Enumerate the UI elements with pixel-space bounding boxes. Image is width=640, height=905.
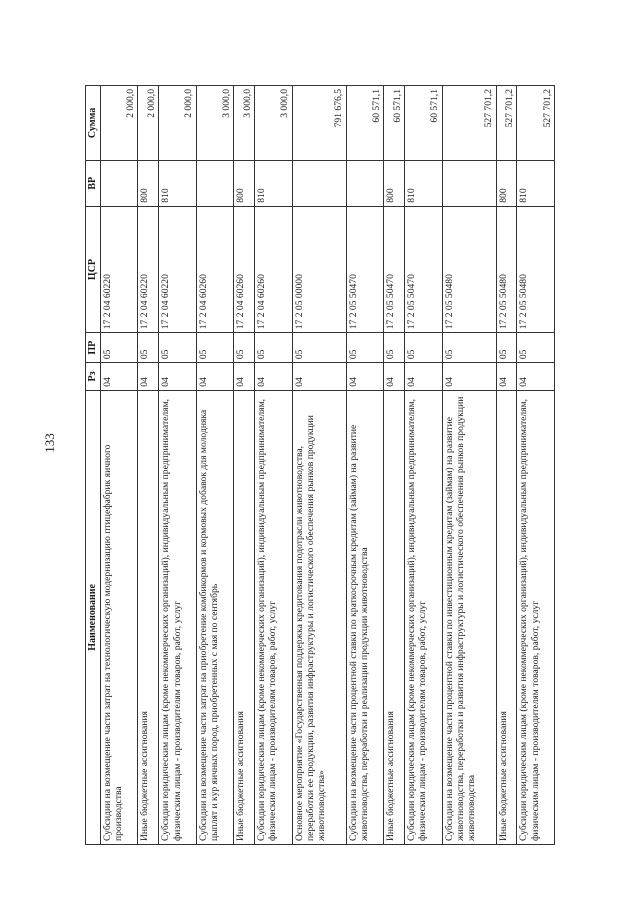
cell-csr: 17 2 04 60260 <box>255 206 292 333</box>
cell-vr: 810 <box>255 160 292 206</box>
cell-rz: 04 <box>234 363 255 391</box>
cell-pr: 05 <box>442 333 496 363</box>
cell-rz: 04 <box>100 363 137 391</box>
cell-sum: 527 701,2 <box>517 86 555 161</box>
table-row <box>405 86 442 845</box>
cell-rz: 04 <box>496 363 517 391</box>
budget-table <box>85 85 555 845</box>
cell-name: Субсидии на возмещение части процентной ставки по краткосрочным кредитам (займам) на развитие животноводства, переработки и реализации продукции животноводства <box>346 390 383 844</box>
header-rz: Рз <box>86 363 101 391</box>
header-csr: ЦСР <box>86 206 101 333</box>
cell-vr <box>346 160 383 206</box>
cell-name: Субсидии на возмещение части процентной ставки по инвестиционным кредитам (займам) на развитие животноводства, переработки и развития инфраструктуры и логистического обеспечения рынков продукции животноводства <box>442 390 496 844</box>
cell-rz: 04 <box>159 363 196 391</box>
cell-pr: 05 <box>405 333 442 363</box>
cell-csr: 17 2 05 50480 <box>517 206 555 333</box>
cell-csr: 17 2 05 50470 <box>346 206 383 333</box>
header-pr: ПР <box>86 333 101 363</box>
cell-sum: 2 000,0 <box>159 86 196 161</box>
cell-rz: 04 <box>138 363 159 391</box>
cell-sum: 60 571,1 <box>346 86 383 161</box>
table-row <box>346 86 383 845</box>
cell-csr: 17 2 04 60260 <box>234 206 255 333</box>
cell-vr <box>292 160 346 206</box>
cell-pr: 05 <box>234 333 255 363</box>
cell-name: Субсидии юридическим лицам (кроме некоммерческих организаций), индивидуальным предпринимателям, физическим лицам - производителям товаров, работ, услуг <box>517 390 555 844</box>
cell-sum: 60 571,1 <box>384 86 405 161</box>
table-row <box>234 86 255 845</box>
cell-rz: 04 <box>346 363 383 391</box>
cell-sum: 3 000,0 <box>255 86 292 161</box>
cell-csr: 17 2 04 60260 <box>196 206 233 333</box>
cell-pr: 05 <box>159 333 196 363</box>
cell-pr: 05 <box>384 333 405 363</box>
cell-vr: 810 <box>159 160 196 206</box>
cell-pr: 05 <box>346 333 383 363</box>
cell-name: Иные бюджетные ассигнования <box>384 390 405 844</box>
page-number: 133 <box>42 433 57 453</box>
cell-pr: 05 <box>196 333 233 363</box>
table-header-row <box>86 86 101 845</box>
cell-rz: 04 <box>405 363 442 391</box>
cell-csr: 17 2 04 60220 <box>159 206 196 333</box>
cell-vr: 810 <box>405 160 442 206</box>
cell-vr <box>196 160 233 206</box>
table-row <box>496 86 517 845</box>
cell-rz: 04 <box>442 363 496 391</box>
table-row <box>100 86 137 845</box>
cell-pr: 05 <box>100 333 137 363</box>
cell-name: Иные бюджетные ассигнования <box>138 390 159 844</box>
cell-csr: 17 2 05 50480 <box>496 206 517 333</box>
cell-pr: 05 <box>255 333 292 363</box>
cell-csr: 17 2 05 50470 <box>384 206 405 333</box>
cell-vr: 800 <box>384 160 405 206</box>
cell-sum: 527 701,2 <box>496 86 517 161</box>
cell-name: Субсидии на возмещение части затрат на технологическую модернизацию птицефабрик яичного производства <box>100 390 137 844</box>
cell-csr: 17 2 05 00000 <box>292 206 346 333</box>
cell-pr: 05 <box>517 333 555 363</box>
table-row <box>517 86 555 845</box>
cell-csr: 17 2 05 50470 <box>405 206 442 333</box>
cell-csr: 17 2 04 60220 <box>138 206 159 333</box>
cell-rz: 04 <box>255 363 292 391</box>
cell-pr: 05 <box>292 333 346 363</box>
table-row <box>292 86 346 845</box>
cell-name: Субсидии юридическим лицам (кроме некоммерческих организаций), индивидуальным предпринимателям, физическим лицам - производителям товаров, работ, услуг <box>159 390 196 844</box>
table-row <box>196 86 233 845</box>
cell-name: Иные бюджетные ассигнования <box>234 390 255 844</box>
table-row <box>255 86 292 845</box>
cell-vr <box>442 160 496 206</box>
budget-table-container <box>85 85 555 845</box>
cell-sum: 2 000,0 <box>138 86 159 161</box>
cell-sum: 60 571,1 <box>405 86 442 161</box>
header-sum: Сумма <box>86 86 101 161</box>
cell-sum: 3 000,0 <box>234 86 255 161</box>
cell-name: Субсидии на возмещение части затрат на приобретение комбикормов и кормовых добавок для молодняка цыплят и кур яичных пород, приобретенных с мая по сентябрь <box>196 390 233 844</box>
table-row <box>442 86 496 845</box>
cell-pr: 05 <box>496 333 517 363</box>
cell-vr <box>100 160 137 206</box>
cell-name: Субсидии юридическим лицам (кроме некоммерческих организаций), индивидуальным предпринимателям, физическим лицам - производителям товаров, работ, услуг <box>405 390 442 844</box>
header-vr: ВР <box>86 160 101 206</box>
cell-vr: 800 <box>138 160 159 206</box>
table-row <box>384 86 405 845</box>
cell-name: Основное мероприятие «Государственная поддержка кредитования подотрасли животноводства, переработки ее продукции, развития инфраструктуры и логистического обеспечения рынков продукции животноводства» <box>292 390 346 844</box>
cell-sum: 3 000,0 <box>196 86 233 161</box>
cell-vr: 800 <box>234 160 255 206</box>
cell-rz: 04 <box>292 363 346 391</box>
cell-pr: 05 <box>138 333 159 363</box>
cell-csr: 17 2 04 60220 <box>100 206 137 333</box>
budget-table-rotator <box>85 85 555 845</box>
cell-csr: 17 2 05 50480 <box>442 206 496 333</box>
cell-vr: 800 <box>496 160 517 206</box>
cell-rz: 04 <box>517 363 555 391</box>
cell-vr: 810 <box>517 160 555 206</box>
table-row <box>138 86 159 845</box>
cell-sum: 2 000,0 <box>100 86 137 161</box>
cell-name: Субсидии юридическим лицам (кроме некоммерческих организаций), индивидуальным предпринимателям, физическим лицам - производителям товаров, работ, услуг <box>255 390 292 844</box>
cell-rz: 04 <box>384 363 405 391</box>
header-name: Наименование <box>86 390 101 844</box>
cell-sum: 791 676,5 <box>292 86 346 161</box>
cell-rz: 04 <box>196 363 233 391</box>
table-row <box>159 86 196 845</box>
cell-name: Иные бюджетные ассигнования <box>496 390 517 844</box>
cell-sum: 527 701,2 <box>442 86 496 161</box>
